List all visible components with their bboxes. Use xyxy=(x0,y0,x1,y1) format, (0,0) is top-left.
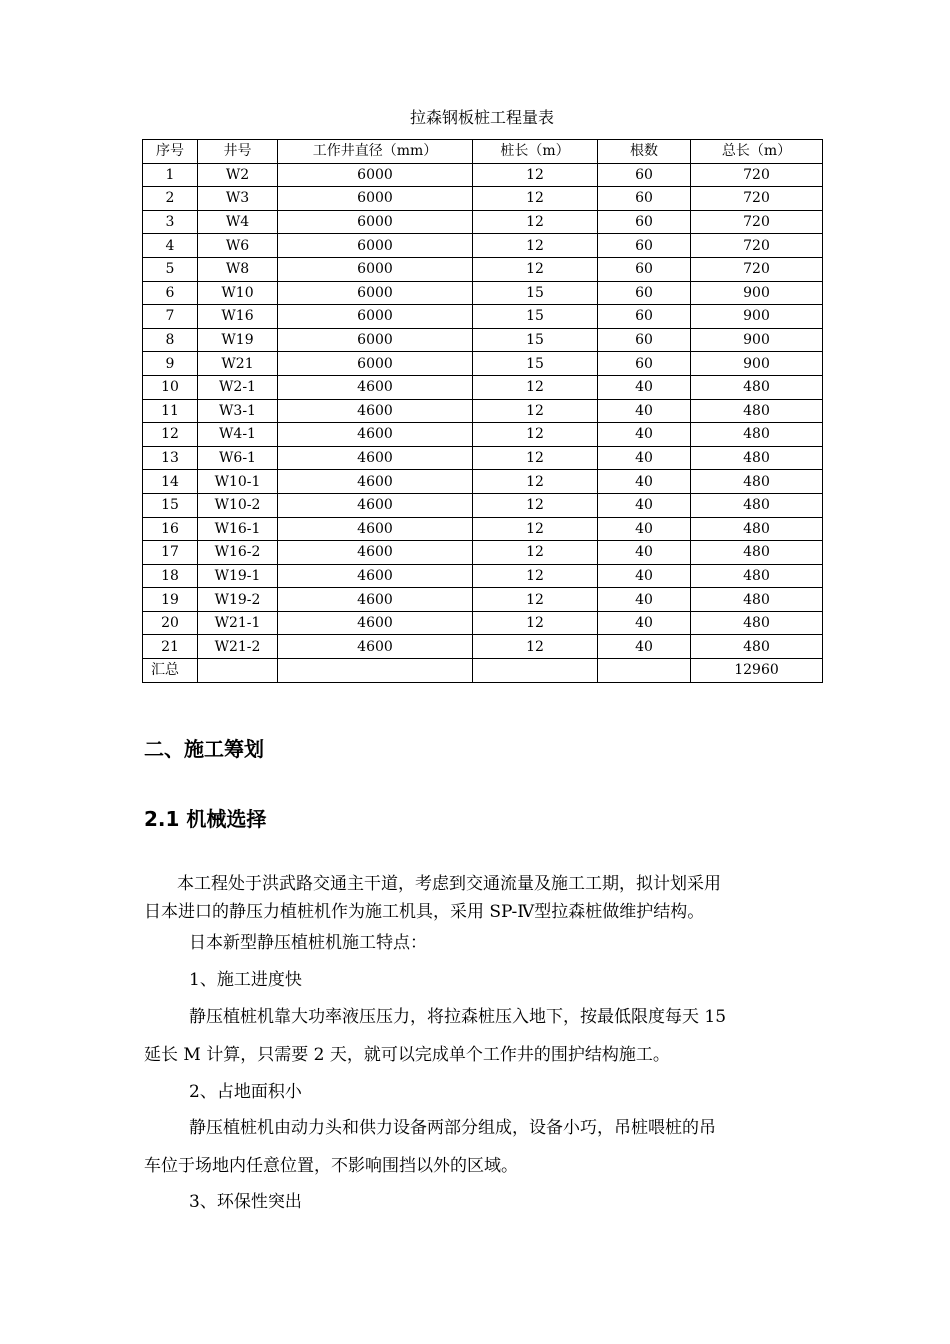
feature2-title: 2、占地面积小 xyxy=(189,1082,302,1102)
table-cell: W6-1 xyxy=(198,446,278,470)
table-cell: 9 xyxy=(143,352,198,376)
table-cell: 480 xyxy=(691,375,823,399)
table-total-row xyxy=(143,659,823,683)
table-cell: 4600 xyxy=(278,611,473,635)
table-cell: W21-1 xyxy=(198,611,278,635)
table-cell: 40 xyxy=(598,564,691,588)
table-cell: 12 xyxy=(473,588,598,612)
table-cell: 12 xyxy=(473,493,598,517)
table-cell: 12 xyxy=(473,234,598,258)
table-cell: W19 xyxy=(198,328,278,352)
table-cell: 60 xyxy=(598,305,691,329)
table-cell: 40 xyxy=(598,375,691,399)
table-cell: 480 xyxy=(691,470,823,494)
feature2-line1: 静压植桩机由动力头和供力设备两部分组成，设备小巧，吊桩喂桩的吊 xyxy=(189,1118,716,1138)
feature1-title: 1、施工进度快 xyxy=(189,970,302,990)
table-row xyxy=(143,564,823,588)
table-cell: 480 xyxy=(691,541,823,565)
features-intro: 日本新型静压植桩机施工特点： xyxy=(189,933,427,953)
table-row xyxy=(143,210,823,234)
table-cell: W6 xyxy=(198,234,278,258)
table-cell: W10-1 xyxy=(198,470,278,494)
table-cell: 480 xyxy=(691,588,823,612)
table-cell: 12 xyxy=(473,446,598,470)
table-cell: 4600 xyxy=(278,375,473,399)
table-cell: 3 xyxy=(143,210,198,234)
table-row xyxy=(143,257,823,281)
table-cell: 12 xyxy=(473,210,598,234)
table-cell: 720 xyxy=(691,234,823,258)
table-cell: 60 xyxy=(598,328,691,352)
table-cell: 13 xyxy=(143,446,198,470)
table-cell: 4600 xyxy=(278,446,473,470)
table-cell: W10 xyxy=(198,281,278,305)
table-cell: 14 xyxy=(143,470,198,494)
table-cell: 900 xyxy=(691,305,823,329)
table-row xyxy=(143,187,823,211)
table-cell: 6000 xyxy=(278,305,473,329)
table-cell: 40 xyxy=(598,470,691,494)
subsection-heading: 2.1 机械选择 xyxy=(144,807,267,831)
table-cell: 720 xyxy=(691,257,823,281)
table-cell: 4 xyxy=(143,234,198,258)
table-cell: 15 xyxy=(143,493,198,517)
table-cell: 12 xyxy=(473,163,598,187)
table-cell: 21 xyxy=(143,635,198,659)
table-cell: 15 xyxy=(473,328,598,352)
table-cell: 6000 xyxy=(278,210,473,234)
table-row xyxy=(143,446,823,470)
table-row xyxy=(143,352,823,376)
table-row xyxy=(143,399,823,423)
table-cell xyxy=(198,659,278,683)
header-cell: 工作井直径（mm） xyxy=(278,140,473,164)
table-cell: W8 xyxy=(198,257,278,281)
table-cell: W4-1 xyxy=(198,423,278,447)
feature2-line2: 车位于场地内任意位置，不影响围挡以外的区域。 xyxy=(144,1156,518,1176)
table-cell: 12 xyxy=(473,187,598,211)
table-cell: 12 xyxy=(473,564,598,588)
table-cell: 40 xyxy=(598,399,691,423)
table-cell: 4600 xyxy=(278,470,473,494)
table-cell xyxy=(278,659,473,683)
table-cell: 60 xyxy=(598,281,691,305)
table-cell: 18 xyxy=(143,564,198,588)
table-cell: W3-1 xyxy=(198,399,278,423)
table-cell: 4600 xyxy=(278,493,473,517)
table-cell: 480 xyxy=(691,564,823,588)
header-cell: 根数 xyxy=(598,140,691,164)
section-heading: 二、施工筹划 xyxy=(144,737,264,761)
table-row xyxy=(143,541,823,565)
table-row xyxy=(143,517,823,541)
table-cell: 40 xyxy=(598,635,691,659)
table-cell: 12 xyxy=(473,423,598,447)
table-cell: W16-2 xyxy=(198,541,278,565)
table-cell: W2-1 xyxy=(198,375,278,399)
table-cell: W10-2 xyxy=(198,493,278,517)
table-cell: 480 xyxy=(691,493,823,517)
table-cell: 6000 xyxy=(278,187,473,211)
table-cell: 16 xyxy=(143,517,198,541)
table-cell: 4600 xyxy=(278,517,473,541)
table-cell xyxy=(598,659,691,683)
header-cell: 井号 xyxy=(198,140,278,164)
table-row xyxy=(143,635,823,659)
table-cell: 6000 xyxy=(278,352,473,376)
table-row xyxy=(143,234,823,258)
table-cell: 12 xyxy=(473,375,598,399)
table-cell: 60 xyxy=(598,163,691,187)
intro-paragraph-line2: 日本进口的静压力植桩机作为施工机具，采用 SP-Ⅳ型拉森桩做维护结构。 xyxy=(144,902,705,922)
table-cell: 12 xyxy=(473,470,598,494)
header-cell: 桩长（m） xyxy=(473,140,598,164)
table-row xyxy=(143,423,823,447)
table-cell: 900 xyxy=(691,328,823,352)
table-row xyxy=(143,470,823,494)
table-cell: 60 xyxy=(598,257,691,281)
total-label: 汇总 xyxy=(143,659,198,683)
table-row xyxy=(143,163,823,187)
table-cell: 12 xyxy=(473,399,598,423)
table-cell: 15 xyxy=(473,352,598,376)
table-cell: 40 xyxy=(598,611,691,635)
table-cell: 17 xyxy=(143,541,198,565)
table-cell: W21-2 xyxy=(198,635,278,659)
table-cell: 12 xyxy=(473,541,598,565)
table-cell: 480 xyxy=(691,399,823,423)
total-value: 12960 xyxy=(691,659,823,683)
table-cell: 19 xyxy=(143,588,198,612)
table-cell: 4600 xyxy=(278,423,473,447)
table-cell: 6000 xyxy=(278,234,473,258)
table-cell: 480 xyxy=(691,611,823,635)
table-cell: 40 xyxy=(598,493,691,517)
table-cell: 40 xyxy=(598,446,691,470)
table-cell: W16 xyxy=(198,305,278,329)
table-cell: 4600 xyxy=(278,635,473,659)
table-cell: 6 xyxy=(143,281,198,305)
table-row xyxy=(143,493,823,517)
table-cell xyxy=(473,659,598,683)
table-row xyxy=(143,281,823,305)
table-cell: 4600 xyxy=(278,564,473,588)
table-row xyxy=(143,328,823,352)
table-cell: 480 xyxy=(691,423,823,447)
table-cell: 900 xyxy=(691,352,823,376)
table-cell: 40 xyxy=(598,588,691,612)
table-cell: 12 xyxy=(473,635,598,659)
table-cell: 40 xyxy=(598,517,691,541)
table-cell: 4600 xyxy=(278,541,473,565)
feature3-title: 3、环保性突出 xyxy=(189,1192,302,1212)
header-cell: 序号 xyxy=(143,140,198,164)
table-cell: 60 xyxy=(598,210,691,234)
table-cell: 40 xyxy=(598,423,691,447)
table-cell: W4 xyxy=(198,210,278,234)
table-cell: 10 xyxy=(143,375,198,399)
table-cell: 720 xyxy=(691,163,823,187)
table-cell: 11 xyxy=(143,399,198,423)
table-cell: 12 xyxy=(473,257,598,281)
table-cell: 12 xyxy=(143,423,198,447)
table-cell: 6000 xyxy=(278,257,473,281)
header-cell: 总长（m） xyxy=(691,140,823,164)
table-cell: W19-2 xyxy=(198,588,278,612)
table-row xyxy=(143,375,823,399)
table-cell: 900 xyxy=(691,281,823,305)
table-cell: 12 xyxy=(473,611,598,635)
table-cell: 12 xyxy=(473,517,598,541)
table-cell: 720 xyxy=(691,187,823,211)
table-cell: W16-1 xyxy=(198,517,278,541)
table-cell: 480 xyxy=(691,517,823,541)
table-cell: 480 xyxy=(691,446,823,470)
table-cell: 8 xyxy=(143,328,198,352)
table-cell: 20 xyxy=(143,611,198,635)
feature1-line1: 静压植桩机靠大功率液压压力，将拉森桩压入地下，按最低限度每天 15 xyxy=(189,1007,727,1027)
intro-paragraph-line1: 本工程处于洪武路交通主干道，考虑到交通流量及施工工期，拟计划采用 xyxy=(177,874,721,894)
table-cell: 1 xyxy=(143,163,198,187)
table-cell: 7 xyxy=(143,305,198,329)
sheet-pile-quantity-table xyxy=(142,139,823,683)
table-cell: 6000 xyxy=(278,328,473,352)
table-cell: 6000 xyxy=(278,163,473,187)
table-cell: 480 xyxy=(691,635,823,659)
table-cell: 60 xyxy=(598,187,691,211)
feature1-line2: 延长 M 计算，只需要 2 天，就可以完成单个工作井的围护结构施工。 xyxy=(144,1045,670,1065)
table-cell: 4600 xyxy=(278,399,473,423)
table-title: 拉森钢板桩工程量表 xyxy=(409,108,554,127)
table-cell: 720 xyxy=(691,210,823,234)
table-cell: 60 xyxy=(598,352,691,376)
table-cell: W21 xyxy=(198,352,278,376)
table-cell: 60 xyxy=(598,234,691,258)
table-cell: 2 xyxy=(143,187,198,211)
table-row xyxy=(143,305,823,329)
table-cell: 6000 xyxy=(278,281,473,305)
table-cell: 40 xyxy=(598,541,691,565)
table-row xyxy=(143,611,823,635)
table-cell: 5 xyxy=(143,257,198,281)
table-cell: 15 xyxy=(473,305,598,329)
table-header-row xyxy=(143,140,823,164)
table-cell: 4600 xyxy=(278,588,473,612)
table-cell: W2 xyxy=(198,163,278,187)
table-row xyxy=(143,588,823,612)
table-cell: 15 xyxy=(473,281,598,305)
table-cell: W3 xyxy=(198,187,278,211)
table-cell: W19-1 xyxy=(198,564,278,588)
